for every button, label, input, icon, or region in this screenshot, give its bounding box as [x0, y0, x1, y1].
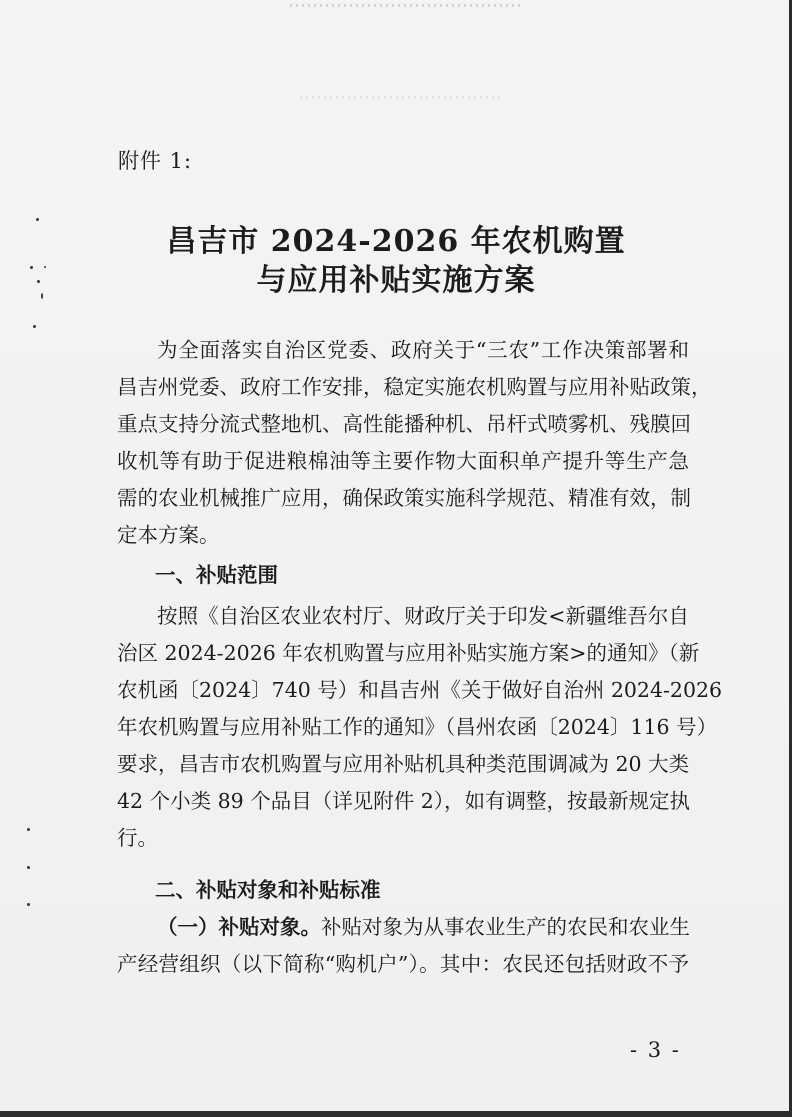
section-1-line: 农机函〔2024〕740 号）和昌吉州《关于做好自治州 2024-2026	[117, 678, 723, 702]
attachment-label: 附件 1:	[118, 149, 193, 173]
scan-noise-top-2	[300, 96, 500, 99]
section-2-line: 产经营组织（以下简称“购机户”）。其中：农民还包括财政不予	[117, 952, 689, 976]
section-1-line: 行。	[117, 826, 158, 850]
intro-line: 重点支持分流式整地机、高性能播种机、吊杆式喷雾机、残膜回	[117, 412, 691, 436]
section-1-line: 年农机购置与应用补贴工作的通知》（昌州农函〔2024〕116 号）	[117, 715, 718, 739]
intro-line: 定本方案。	[117, 523, 220, 547]
scan-speck	[27, 903, 30, 906]
section-2-sub-1-text: 补贴对象为从事农业生产的农民和农业生	[321, 915, 690, 939]
section-2-sub-1	[157, 912, 689, 942]
intro-line: 昌吉州党委、政府工作安排，稳定实施农机购置与应用补贴政策，	[117, 375, 712, 399]
section-1-line: 治区 2024-2026 年农机购置与应用补贴实施方案>的通知》（新	[117, 641, 700, 665]
section-1-line: 要求，昌吉市农机购置与应用补贴机具种类范围调减为 20 大类	[117, 752, 690, 776]
intro-line: 为全面落实自治区党委、政府关于“三农”工作决策部署和	[157, 338, 689, 362]
intro-line: 需的农业机械推广应用，确保政策实施科学规范、精准有效，制	[117, 486, 691, 510]
scan-edge-bottom	[0, 1111, 792, 1117]
scan-noise-top	[290, 4, 520, 7]
section-1-line: 按照《自治区农业农村厅、财政厅关于印发<新疆维吾尔自	[157, 604, 689, 628]
scan-speck	[27, 866, 30, 869]
section-1-heading: 一、补贴范围	[155, 563, 278, 587]
document-title-line-2: 与应用补贴实施方案	[256, 263, 536, 298]
section-2-heading: 二、补贴对象和补贴标准	[155, 878, 381, 902]
page-number: - 3 -	[630, 1038, 681, 1062]
section-1-line: 42 个小类 89 个品目（详见附件 2），如有调整，按最新规定执	[117, 789, 691, 813]
intro-line: 收机等有助于促进粮棉油等主要作物大面积单产提升等生产急	[117, 449, 689, 473]
document-title-line-1: 昌吉市 2024-2026 年农机购置	[166, 224, 626, 259]
scan-speck	[33, 325, 36, 328]
scan-speck	[27, 828, 30, 831]
section-2-sub-1-label: （一）补贴对象。	[157, 915, 321, 939]
